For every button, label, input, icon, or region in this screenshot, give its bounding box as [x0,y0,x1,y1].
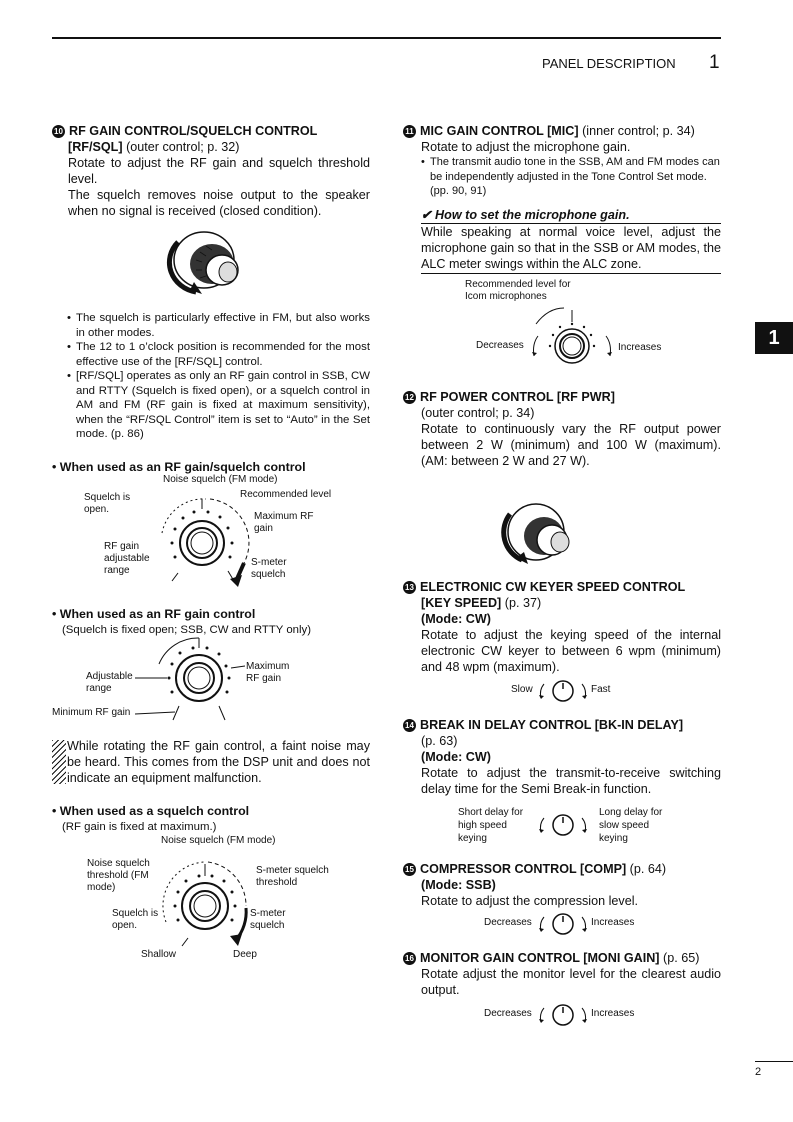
paragraph: Rotate to adjust the transmit-to-receive switching delay time for the Semi Break-in function. [421,766,721,796]
label-fast: Fast [591,684,611,695]
mode-label: (Mode: CW) [421,612,491,626]
section-ref: (p. 64) [626,862,667,876]
monitor-gain-dial [535,1002,591,1030]
chapter-tab: 1 [755,322,793,354]
section-ref: (outer control; p. 32) [122,140,240,154]
label-long-delay: Long delay for slow speed keying [599,807,663,844]
label-smeter-threshold: S-meter squelch threshold [256,865,329,888]
section-mic-gain [403,123,721,199]
section-rf-power [403,389,721,469]
section-number-badge: 13 [403,581,416,594]
section-number-badge: 10 [52,125,65,138]
label-decreases: Decreases [484,917,532,928]
rf-squelch-dial-diagram [150,485,260,590]
mode-label: (Mode: CW) [421,750,491,764]
label-short-delay: Short delay for high speed keying [458,807,524,844]
list-item: • The 12 to 1 o’clock position is recommended for the most effective use of the [RF/SQL] control. [67,340,370,369]
note-text: While rotating the RF gain control, a faint noise may be heard. This comes from the DSP unit and does not indicate an equipment malfunction. [67,739,370,785]
paragraph: Rotate to adjust the RF gain and squelch threshold level. [68,156,370,186]
section-title: ELECTRONIC CW KEYER SPEED CONTROL [420,580,686,594]
section-number-badge: 16 [403,952,416,965]
diagram3-heading: • When used as a squelch control [52,804,250,818]
squelch-dial-diagram [150,846,256,950]
section-title: BREAK IN DELAY CONTROL [BK-IN DELAY] [420,718,684,732]
heading-text: When used as a squelch control [59,804,250,818]
heading-text: When used as an RF gain control [59,607,256,621]
paragraph: Rotate adjust the monitor level for the clearest audio output. [421,967,721,997]
compressor-dial [535,911,591,939]
label-min-rf: Minimum RF gain [52,707,131,718]
list-item: • The squelch is particularly effective in FM, but also works in other modes. [67,311,370,340]
section-ref: (p. 65) [659,951,700,965]
section-rf-gain [52,123,370,219]
label-smeter: S-meter squelch [251,557,287,580]
howto-title: ✔ How to set the microphone gain. [421,207,721,224]
paragraph: Rotate to continuously vary the RF output power between 2 W (minimum) and 100 W (maximum). (AM: between 2 W and 27 W). [421,422,721,468]
label-increases: Increases [591,917,635,928]
label-decreases: Decreases [476,340,524,351]
mic-gain-dial-diagram [526,300,618,366]
label-slow: Slow [511,684,533,695]
section-ref: (outer control; p. 34) [421,406,535,420]
section-title: RF POWER CONTROL [RF PWR] [420,390,615,404]
label-recommended: Recommended level [240,489,332,500]
section-title: MIC GAIN CONTROL [MIC] [420,124,579,138]
label-squelch-open: Squelch is open. [84,492,131,515]
squelch-notes [67,311,370,442]
section-title-2: [RF/SQL] [68,140,123,154]
header-rule [52,37,721,39]
howto-text: While speaking at normal voice level, adjust the microphone gain so that in the SSB or AM modes, the ALC meter swings within the ALC zone. [421,225,721,271]
section-key-speed [403,579,721,675]
label-max-rf: Maximum RF gain [246,661,290,684]
rf-power-knob-illustration [498,494,584,566]
label-decreases: Decreases [484,1008,532,1019]
label-noise-squelch: Noise squelch (FM mode) [163,474,278,485]
mic-howto-box [421,207,721,274]
paragraph: The squelch removes noise output to the speaker when no signal is received (closed condition). [68,188,370,218]
section-number-badge: 11 [403,125,416,138]
label-noise-squelch: Noise squelch (FM mode) [161,835,276,846]
label-adjustable: Adjustable range [86,671,133,694]
section-bk-in-delay [403,717,721,797]
label-smeter: S-meter squelch [250,908,286,931]
label-threshold: Noise squelch threshold (FM mode) [87,858,150,893]
diagram1-heading: • When used as an RF gain/squelch control [52,460,306,474]
section-ref: (inner control; p. 34) [578,124,695,138]
paragraph: Rotate to adjust the compression level. [421,894,639,908]
diagram2-sub: (Squelch is fixed open; SSB, CW and RTTY only) [62,624,312,636]
section-monitor-gain [403,950,721,998]
page-number: 2 [755,1061,793,1078]
diagram3-sub: (RF gain is fixed at maximum.) [62,821,217,833]
label-increases: Increases [618,342,662,353]
key-speed-dial [535,678,591,706]
mode-label: (Mode: SSB) [421,878,496,892]
paragraph: Rotate to adjust the microphone gain. [421,140,631,154]
list-item: • [RF/SQL] operates as only an RF gain control in SSB, CW and RTTY (Squelch is fixed open), or a squelch control in AM and FM (RF gain is fixed at maximum sensitivity), when the “RF/SQL Control” item is set to “Auto” in the Set mode. (p. 86) [67,369,370,442]
label-shallow: Shallow [141,949,177,960]
paragraph: Rotate to adjust the keying speed of the internal electronic CW keyer to between 6 wpm (minimum) and 48 wpm (maximum). [421,628,721,674]
label-rf-range: RF gain adjustable range [104,541,150,576]
heading-text: When used as an RF gain/squelch control [59,460,306,474]
rf-gain-dial-diagram [135,636,245,726]
label-recommended-icom: Recommended level for Icom microphones [465,279,571,302]
bk-in-delay-dial [535,812,591,840]
list-item: • The transmit audio tone in the SSB, AM and FM modes can be independently adjusted in the Tone Control Set mode. (pp. 90, 91) [421,155,721,199]
section-title-2: [KEY SPEED] [421,596,502,610]
section-number-badge: 15 [403,863,416,876]
section-title: COMPRESSOR CONTROL [COMP] [420,862,627,876]
label-increases: Increases [591,1008,635,1019]
label-squelch-open: Squelch is open. [112,908,159,931]
section-number-badge: 14 [403,719,416,732]
section-number-badge: 12 [403,391,416,404]
header-title: PANEL DESCRIPTION [542,56,676,71]
section-compressor [403,861,721,909]
label-deep: Deep [233,949,257,960]
section-title: RF GAIN CONTROL/SQUELCH CONTROL [69,124,318,138]
section-title: MONITOR GAIN CONTROL [MONI GAIN] [420,951,660,965]
section-ref: (p. 63) [421,734,458,748]
rf-sql-knob-illustration [164,220,260,296]
label-max-rf: Maximum RF gain [254,511,314,534]
header-chapter: 1 [709,52,720,73]
section-ref: (p. 37) [501,596,542,610]
diagram2-heading: • When used as an RF gain control [52,607,256,621]
